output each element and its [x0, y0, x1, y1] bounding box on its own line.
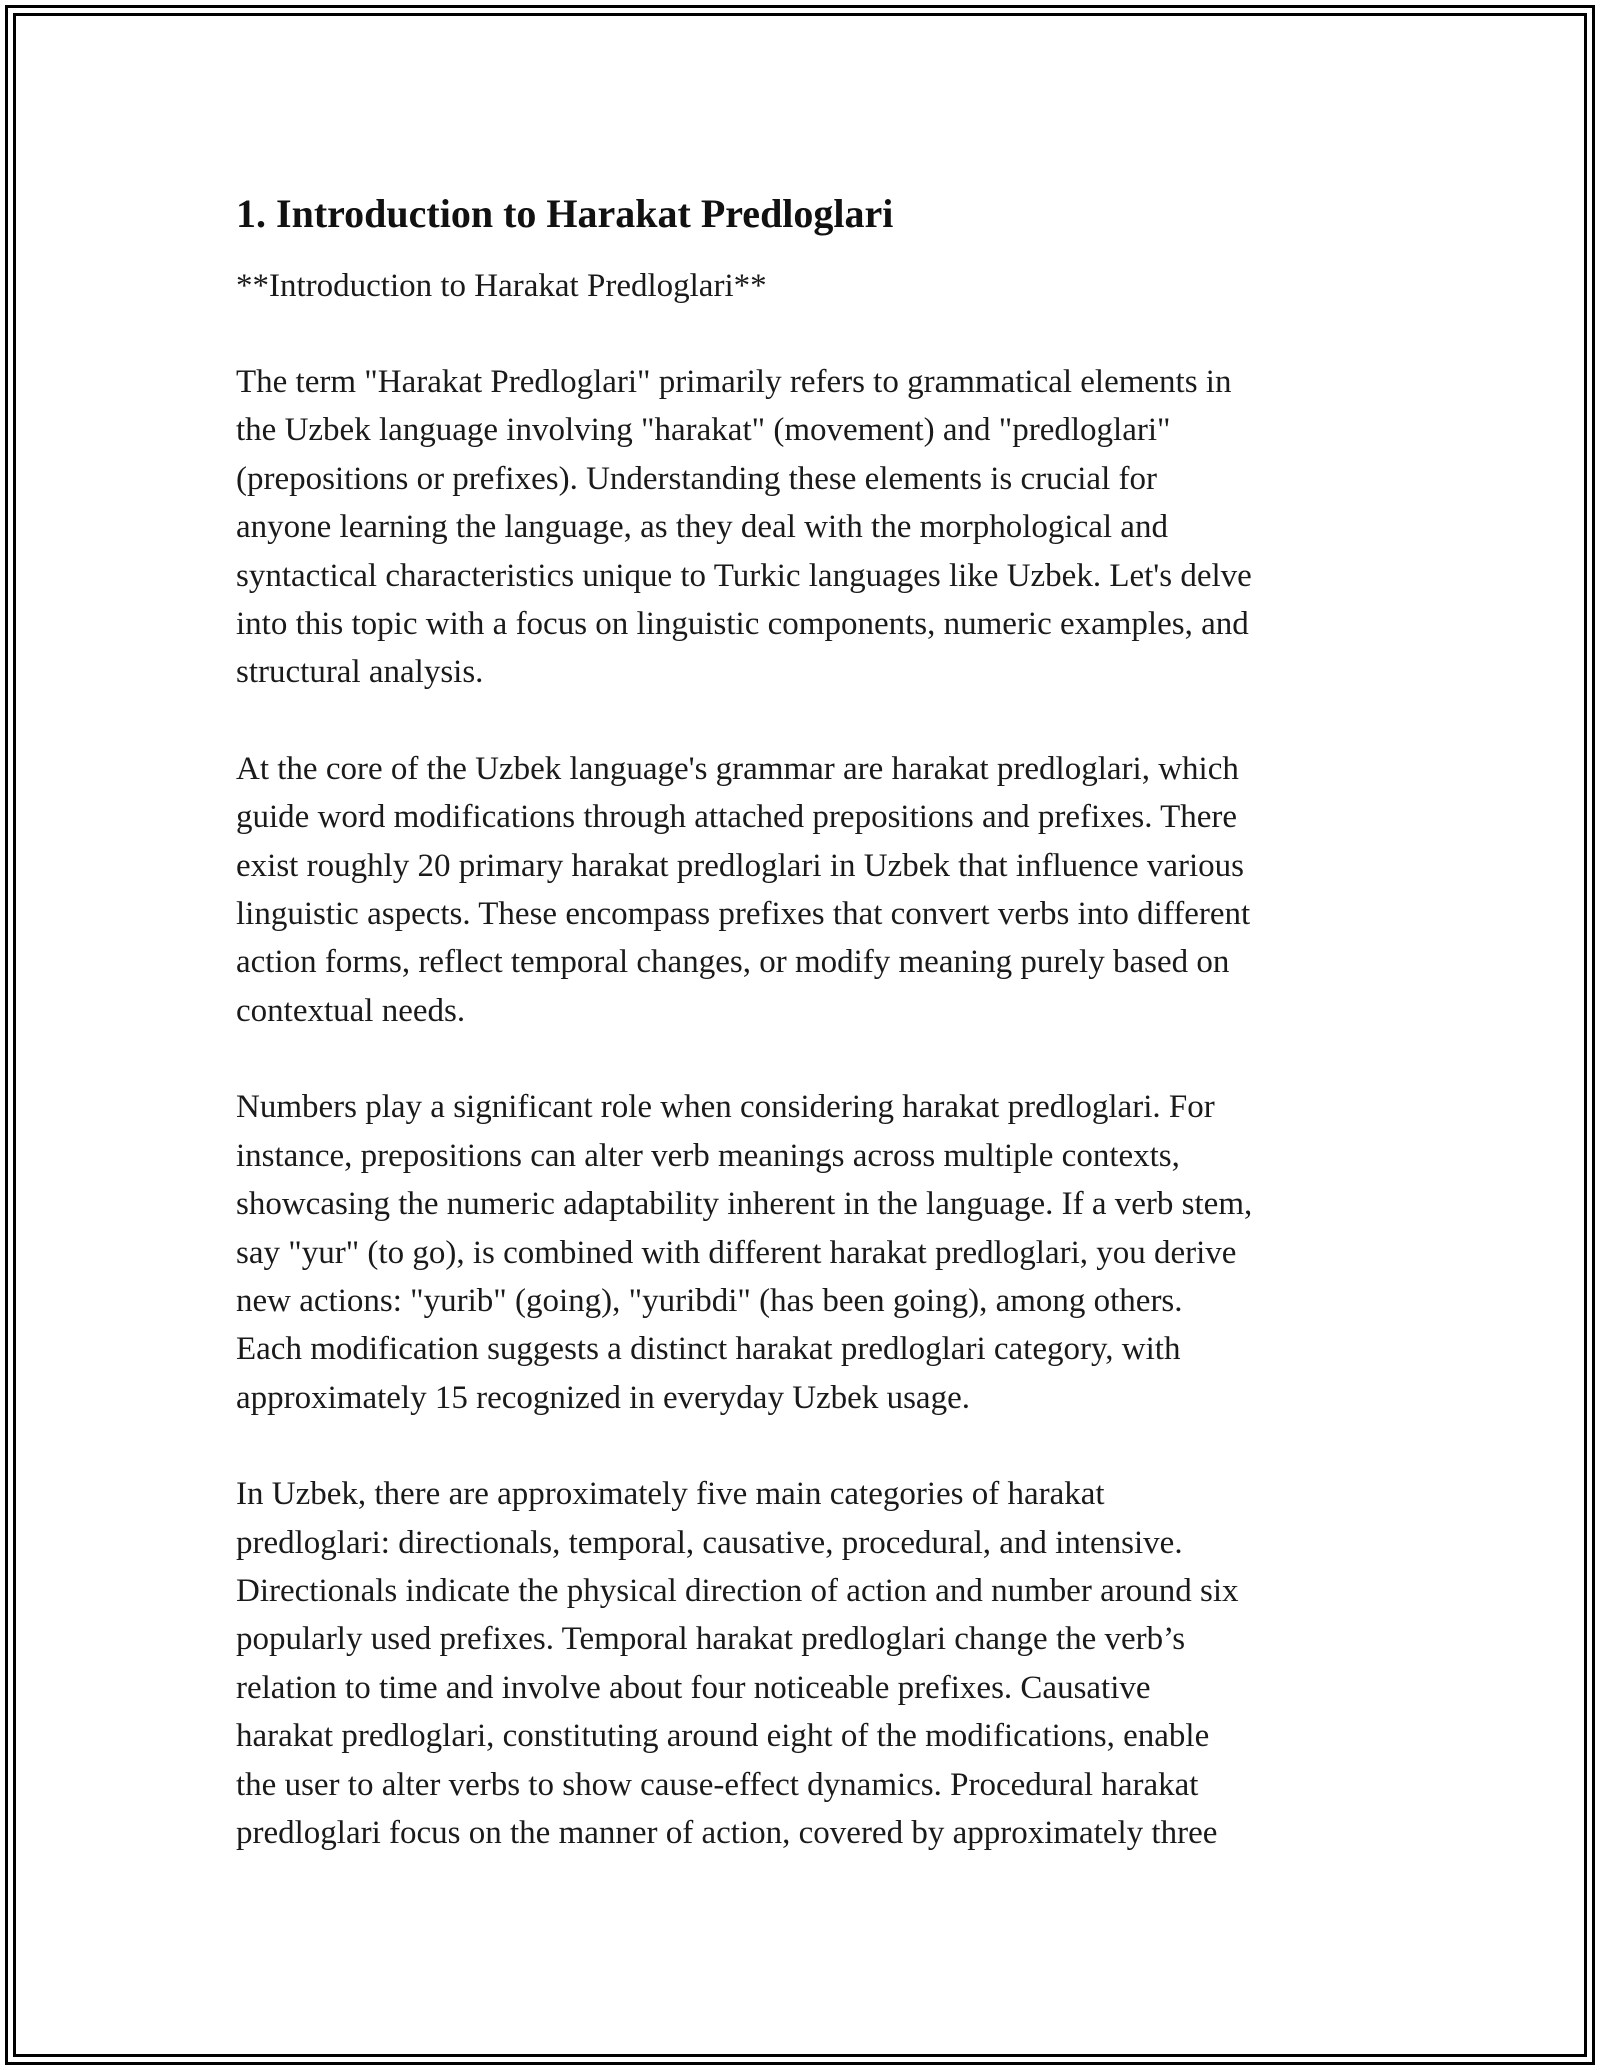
page-title: 1. Introduction to Harakat Predloglari: [236, 191, 894, 236]
paragraph-definition: The term "Harakat Predloglari" primarily refers to grammatical elements in the Uzbek language involving "harakat" (movement) and "predloglari" (prepositions or prefixes). Understanding these elements is crucial for anyone learning the language, as they deal with the morphological and syntactical characteristics unique to Turkic languages like Uzbek. Let's delve into this topic with a focus on linguistic components, numeric examples, and structural analysis.: [236, 364, 1252, 691]
paragraph-categories: In Uzbek, there are approximately five main categories of harakat predloglari: directionals, temporal, causative, procedural, and intensive. Directionals indicate the physical direction of action and number around six popularly used prefixes. Temporal harakat predloglari change the verb’s relation to time and involve about four noticeable prefixes. Causative harakat predloglari, constituting around eight of the modifications, enable the user to alter verbs to show cause-effect dynamics. Procedural harakat predloglari focus on the manner of action, covered by approximately three: [236, 1476, 1239, 1851]
paragraph-numbers: Numbers play a significant role when considering harakat predloglari. For instance, prepositions can alter verb meanings across multiple contexts, showcasing the numeric adaptability inherent in the language. If a verb stem, say "yur" (to go), is combined with different harakat predloglari, you derive new actions: "yurib" (going), "yuribdi" (has been going), among others. Each modification suggests a distinct harakat predloglari category, with approximately 15 recognized in everyday Uzbek usage.: [236, 1089, 1253, 1416]
document-body: [236, 186, 1386, 1857]
paragraph-grammar-core: At the core of the Uzbek language's grammar are harakat predloglari, which guide word modifications through attached prepositions and prefixes. There exist roughly 20 primary harakat predloglari in Uzbek that influence various linguistic aspects. These encompass prefixes that convert verbs into different action forms, reflect temporal changes, or modify meaning purely based on contextual needs.: [236, 750, 1251, 1029]
section-subheading: **Introduction to Harakat Predloglari**: [236, 268, 767, 304]
